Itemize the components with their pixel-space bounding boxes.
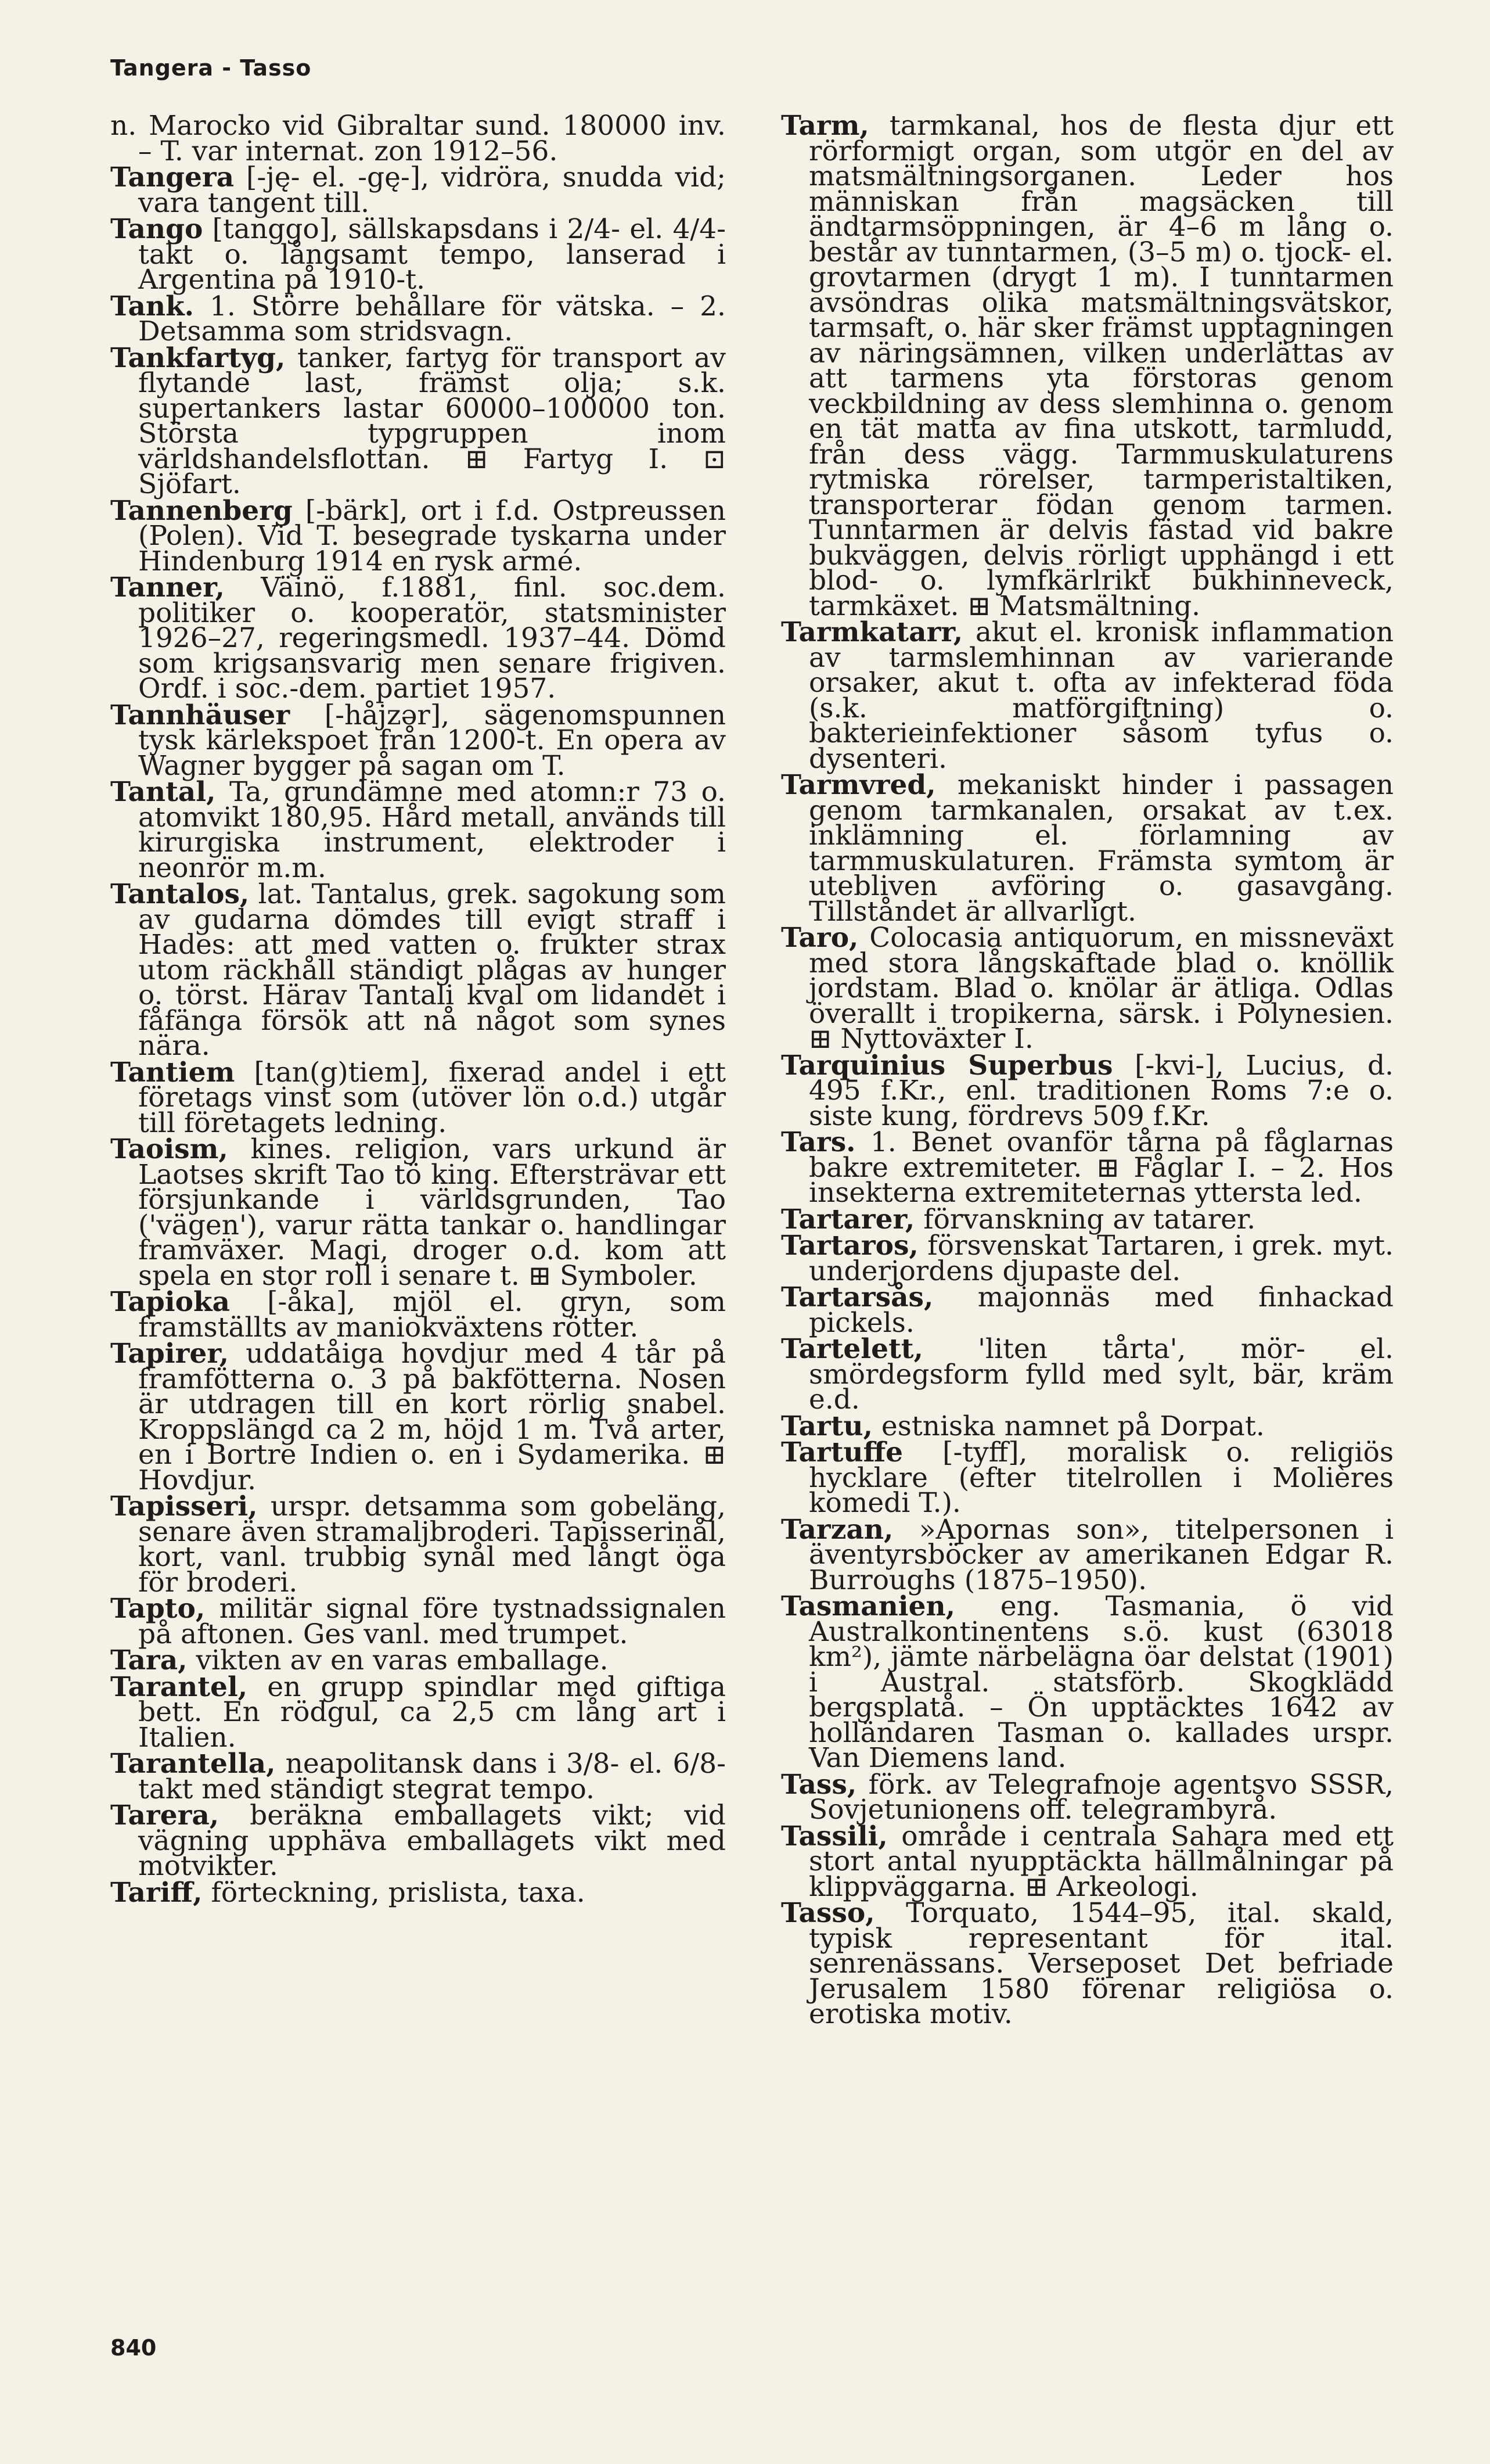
- running-head: Tangera - Tasso: [110, 55, 312, 81]
- entry-headword: Tapto,: [110, 1593, 206, 1625]
- entry-text: estniska namnet på Dorpat.: [881, 1410, 1265, 1442]
- dictionary-entry: [781, 1203, 1394, 1235]
- entry-headword: Tantiem: [110, 1056, 235, 1089]
- entry-text: [-håjzər], sägenomspunnen tysk kärlekspoet från 1200-t. En opera av Wagner bygger på sagan om T.: [138, 699, 726, 782]
- dictionary-entry: [781, 110, 1394, 622]
- entry-text: Ta, grundämne med atomn:r 73 o. atomvikt 180,95. Hård metall, används till kirurgiska instrument, elektroder i neonrör m.m.: [138, 776, 726, 884]
- entry-text: akut el. kronisk inflammation av tarmslemhinnan av varierande orsaker, akut t. ofta av infekterad föda (s.k. matförgiftning) o. bakterieinfektioner såsom tyfus o. dysenteri.: [809, 616, 1394, 775]
- entry-headword: Tarera,: [110, 1799, 219, 1831]
- entry-headword: Taoism,: [110, 1133, 228, 1165]
- dictionary-entry: [110, 1593, 726, 1650]
- dictionary-entry: [781, 1049, 1394, 1132]
- entry-headword: Tarantella,: [110, 1748, 276, 1780]
- entry-headword: Tarantel,: [110, 1671, 248, 1703]
- dictionary-entry: [781, 1768, 1394, 1826]
- entry-headword: Tapisseri,: [110, 1490, 258, 1522]
- left-column: [110, 110, 726, 1909]
- dictionary-entry: [781, 769, 1394, 928]
- entry-headword: Tankfartyg,: [110, 342, 286, 374]
- entry-headword: Tarm,: [781, 110, 869, 142]
- entry-text: Väinö, f.1881, finl. soc.dem. politiker o. kooperatör, statsminister 1926–27, regeringsmedl. 1937–44. Dömd som krigsansvarig men senare frigiven. Ordf. i soc.-dem. partiet 1957.: [138, 572, 726, 705]
- entry-headword: Tara,: [110, 1644, 188, 1676]
- entry-headword: Tassili,: [781, 1820, 888, 1852]
- entry-text: förk. av Telegrafnoje agentsvo SSSR, Sovjetunionens off. telegrambyrå.: [809, 1768, 1394, 1826]
- entry-text: tarmkanal, hos de flesta djur ett rörformigt organ, som utgör en del av matsmältningsorganen. Leder hos människan från magsäcken till ändtarmsöppningen, är 4–6 m lång o. består av tunntarmen, (3–5 m) o. tjock- el. grovtarmen (drygt 1 m). I tunntarmen avsöndras olika matsmältningsvätskor, tarmsaft, o. här sker främst upptagningen av näringsämnen, vilken underlättas av att tarmens yta förstoras genom veckbildning av dess slemhinna o. genom en tät matta av fina utskott, tarmludd, från dess vägg. Tarmmuskulaturens rytmiska rörelser, tarmperistaltiken, transporterar födan genom tarmen. Tunntarmen är delvis fästad vid bakre bukväggen, delvis rörligt upphängd i ett blod- o. lymfkärlrikt bukhinneveck, tarmkäxet. ⊞ Matsmältning.: [809, 110, 1394, 622]
- dictionary-entry: [110, 494, 726, 577]
- entry-headword: Tartarsås,: [781, 1281, 934, 1313]
- dictionary-entry: [110, 1671, 726, 1754]
- entry-headword: Tasso,: [781, 1897, 875, 1929]
- entry-headword: Tapioka: [110, 1286, 231, 1318]
- dictionary-entry: [781, 1281, 1394, 1339]
- entry-text: förteckning, prislista, taxa.: [211, 1876, 585, 1909]
- dictionary-entry: [110, 1133, 726, 1292]
- dictionary-entry: [110, 110, 726, 167]
- entry-text: beräkna emballagets vikt; vid vägning upphäva emballagets vikt med motvikter.: [138, 1799, 726, 1882]
- entry-text: tanker, fartyg för transport av flytande last, främst olja; s.k. supertankers lastar 60000–100000 ton. Största typgruppen inom världshandelsflottan. ⊞ Fartyg I. ⊡ Sjöfart.: [138, 342, 726, 500]
- entry-text: eng. Tasmania, ö vid Australkontinentens s.ö. kust (63018 km²), jämte närbelägna öar delstat (1901) i Austral. statsförb. Skogklädd bergsplatå. – Ön upptäcktes 1642 av holländaren Tasman o. kallades urspr. Van Diemens land.: [809, 1590, 1394, 1774]
- dictionary-entry: [110, 290, 726, 347]
- dictionary-entry: [110, 1286, 726, 1344]
- entry-headword: Tango: [110, 213, 203, 245]
- dictionary-entry: [110, 1644, 726, 1676]
- entry-text: Torquato, 1544–95, ital. skald, typisk representant för ital. senrenässans. Verseposet Det befriade Jerusalem 1580 förenar religiösa o. erotiska motiv.: [809, 1897, 1394, 2030]
- entry-headword: Tass,: [781, 1768, 857, 1801]
- dictionary-entry: [110, 1338, 726, 1496]
- dictionary-entry: [781, 1820, 1394, 1903]
- page-number: 840: [110, 2335, 157, 2361]
- entry-headword: Taro,: [781, 922, 859, 954]
- dictionary-entry: [110, 1490, 726, 1599]
- entry-headword: Tarzan,: [781, 1513, 894, 1546]
- dictionary-entry: [781, 1513, 1394, 1596]
- entry-headword: Tannhäuser: [110, 699, 290, 731]
- dictionary-entry: [110, 342, 726, 500]
- entry-text: 1. Större behållare för vätska. – 2. Detsamma som stridsvagn.: [138, 290, 726, 347]
- entry-text: kines. religion, vars urkund är Laotses skrift Tao tö king. Eftersträvar ett försjunkande i världsgrunden, Tao ('vägen'), varur rätta tankar o. handlingar framväxer. Magi, droger o.d. kom att spela en stor roll i senare t. ⊞ Symboler.: [138, 1133, 726, 1292]
- entry-headword: Tartelett,: [781, 1333, 923, 1365]
- dictionary-entry: [781, 1590, 1394, 1774]
- dictionary-entry: [110, 1748, 726, 1805]
- entry-headword: Tank.: [110, 290, 195, 322]
- entry-text: [-kvi-], Lucius, d. 495 f.Kr., enl. traditionen Roms 7:e o. siste kung, fördrevs 509 f.Kr.: [809, 1049, 1394, 1132]
- entry-headword: Tartarer,: [781, 1203, 915, 1235]
- entry-headword: Tartuffe: [781, 1436, 904, 1468]
- entry-headword: Tasmanien,: [781, 1590, 956, 1622]
- entry-text: förvanskning av tatarer.: [923, 1203, 1256, 1235]
- dictionary-entry: [781, 1897, 1394, 2030]
- entry-text: en grupp spindlar med giftiga bett. En rödgul, ca 2,5 cm lång art i Italien.: [138, 1671, 726, 1754]
- entry-text: Colocasia antiquorum, en missneväxt med stora långskaftade blad o. knöllik jordstam. Blad o. knölar är ätliga. Odlas överallt i tropikerna, särsk. i Polynesien. ⊞ Nyttoväxter I.: [809, 922, 1394, 1055]
- dictionary-entry: [110, 1056, 726, 1139]
- entry-text: 'liten tårta', mör- el. smördegsform fylld med sylt, bär, kräm e.d.: [809, 1333, 1394, 1416]
- right-column: [781, 110, 1394, 2030]
- entry-text: [-bärk], ort i f.d. Ostpreussen (Polen). Vid T. besegrade tyskarna under Hindenburg 1914 en rysk armé.: [138, 494, 726, 577]
- entry-text: »Apornas son», titelpersonen i äventyrsböcker av amerikanen Edgar R. Burroughs (1875–1950).: [809, 1513, 1394, 1596]
- entry-text: militär signal före tystnadssignalen på aftonen. Ges vanl. med trumpet.: [138, 1593, 726, 1650]
- entry-text: 1. Benet ovanför tårna på fåglarnas bakre extremiteter. ⊞ Fåglar I. – 2. Hos insekterna extremiteternas yttersta led.: [809, 1126, 1394, 1209]
- entry-text: mekaniskt hinder i passagen genom tarmkanalen, orsakat av t.ex. inklämning el. förlamning av tarmmuskulaturen. Främsta symtom är utebliven avföring o. gasavgång. Tillståndet är allvarligt.: [809, 769, 1394, 928]
- entry-text: n. Marocko vid Gibraltar sund. 180000 inv. – T. var internat. zon 1912–56.: [110, 110, 726, 167]
- entry-text: [-tyff], moralisk o. religiös hycklare (efter titelrollen i Molières komedi T.).: [809, 1436, 1394, 1519]
- entry-headword: Tars.: [781, 1126, 856, 1158]
- entry-text: område i centrala Sahara med ett stort antal nyupptäckta hällmålningar på klippväggarna. ⊞ Arkeologi.: [809, 1820, 1394, 1903]
- dictionary-entry: [110, 572, 726, 705]
- dictionary-entry: [781, 1333, 1394, 1416]
- entry-headword: Tapirer,: [110, 1338, 229, 1370]
- entry-text: majonnäs med finhackad pickels.: [809, 1281, 1394, 1339]
- dictionary-entry: [110, 699, 726, 782]
- dictionary-entry: [781, 1436, 1394, 1519]
- entry-headword: Tartu,: [781, 1410, 873, 1442]
- entry-text: [tanggo], sällskapsdans i 2/4- el. 4/4-takt o. långsamt tempo, lanserad i Argentina på 1910-t.: [138, 213, 726, 296]
- entry-headword: Tarmkatarr,: [781, 616, 963, 648]
- entry-headword: Tarquinius Superbus: [781, 1049, 1113, 1082]
- entry-headword: Tantal,: [110, 776, 216, 808]
- dictionary-entry: [781, 922, 1394, 1055]
- entry-headword: Tannenberg: [110, 494, 293, 527]
- entry-headword: Tantalos,: [110, 878, 250, 910]
- dictionary-entry: [110, 213, 726, 296]
- entry-headword: Tarmvred,: [781, 769, 936, 801]
- entry-text: uddatåiga hovdjur med 4 tår på framfötterna o. 3 på bakfötterna. Nosen är utdragen till en kort rörlig snabel. Kroppslängd ca 2 m, höjd 1 m. Två arter, en i Bortre Indien o. en i Sydamerika. ⊞ Hovdjur.: [138, 1338, 726, 1496]
- entry-text: urspr. detsamma som gobeläng, senare även stramaljbroderi. Tapisserinål, kort, vanl. trubbig synål med långt öga för broderi.: [138, 1490, 726, 1599]
- dictionary-entry: [110, 776, 726, 884]
- entry-text: [tan(g)tiem], fixerad andel i ett företags vinst som (utöver lön o.d.) utgår till företagets ledning.: [138, 1056, 726, 1139]
- dictionary-entry: [781, 616, 1394, 775]
- entry-text: lat. Tantalus, grek. sagokung som av gudarna dömdes till evigt straff i Hades: att med vatten o. frukter strax utom räckhåll ständigt plågas av hunger o. törst. Härav Tantali kval om lidandet i fåfänga försök att nå något som synes nära.: [138, 878, 726, 1062]
- dictionary-entry: [781, 1410, 1394, 1442]
- dictionary-entry: [781, 1126, 1394, 1209]
- entry-text: neapolitansk dans i 3/8- el. 6/8-takt med ständigt stegrat tempo.: [138, 1748, 726, 1805]
- dictionary-entry: [110, 161, 726, 219]
- dictionary-entry: [781, 1230, 1394, 1287]
- entry-text: försvenskat Tartaren, i grek. myt. underjordens djupaste del.: [809, 1230, 1394, 1287]
- entry-text: [-åka], mjöl el. gryn, som framställts av maniokväxtens rötter.: [138, 1286, 726, 1344]
- dictionary-entry: [110, 1876, 726, 1909]
- dictionary-entry: [110, 1799, 726, 1882]
- entry-headword: Tartaros,: [781, 1230, 919, 1262]
- entry-text: vikten av en varas emballage.: [196, 1644, 609, 1676]
- entry-headword: Tariff,: [110, 1876, 203, 1909]
- dictionary-entry: [110, 878, 726, 1062]
- entry-headword: Tangera: [110, 161, 235, 193]
- entry-headword: Tanner,: [110, 572, 225, 604]
- entry-text: [-ję- el. -gę-], vidröra, snudda vid; vara tangent till.: [138, 161, 726, 219]
